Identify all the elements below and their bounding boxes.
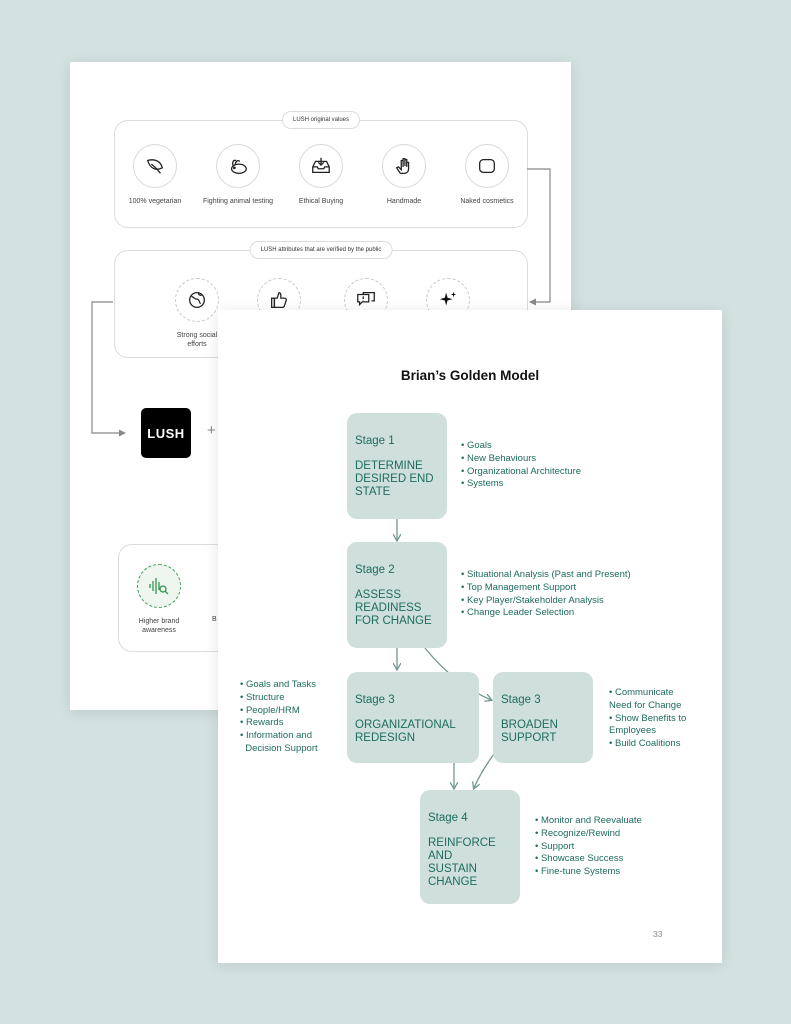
stage-3-support-bullets: • Communicate Need for Change • Show Benefits to Employees • Build Coalitions <box>609 687 687 750</box>
value-item: Handmade <box>364 144 444 206</box>
value-item: 100% vegetarian <box>115 144 195 206</box>
stage-3-redesign-box: Stage 3 ORGANIZATIONAL REDESIGN <box>347 672 479 763</box>
value-item: Fighting animal testing <box>198 144 278 206</box>
public-attributes-label: LUSH attributes that are verified by the public <box>250 241 393 259</box>
page-number: 33 <box>653 929 663 939</box>
benefit-item: Higher brand awareness <box>119 564 199 636</box>
front-page <box>218 310 722 963</box>
stage-title: ASSESS READINESS FOR CHANGE <box>355 589 432 627</box>
stage-title: DETERMINE DESIRED END STATE <box>355 460 434 498</box>
attribute-item: Strong social efforts <box>157 278 237 350</box>
benefit-partial-label: B <box>212 616 217 623</box>
value-item: Naked cosmetics <box>447 144 527 206</box>
stage-4-box: Stage 4 REINFORCE AND SUSTAIN CHANGE <box>420 790 520 904</box>
plus-sign: + <box>207 422 216 439</box>
stage-3-support-box: Stage 3 BROADEN SUPPORT <box>493 672 593 763</box>
lush-logo: LUSH <box>141 408 191 458</box>
stage-3-redesign-bullets: • Goals and Tasks • Structure • People/HRM • Rewards • Information and Decision Support <box>240 679 318 754</box>
stage-4-bullets: • Monitor and Reevaluate • Recognize/Rewind • Support • Showcase Success • Fine-tune Systems <box>535 815 642 878</box>
stage-1-bullets: • Goals • New Behaviours • Organizational Architecture • Systems <box>461 440 582 490</box>
sound-search-icon <box>137 564 181 608</box>
stage-title: BROADEN SUPPORT <box>501 719 558 744</box>
benefits-group <box>118 544 230 652</box>
value-item: Ethical Buying <box>281 144 361 206</box>
stage-title: REINFORCE AND SUSTAIN CHANGE <box>428 837 496 888</box>
stage-2-bullets: • Situational Analysis (Past and Present) • Top Management Support • Key Player/Stakeholder Analysis • Change Leader Selection <box>461 569 631 619</box>
original-values-label: LUSH original values <box>282 111 360 129</box>
stage-1-box: Stage 1 DETERMINE DESIRED END STATE <box>347 413 447 519</box>
stage-title: ORGANIZATIONAL REDESIGN <box>355 719 456 744</box>
page-title: Brian’s Golden Model <box>400 368 540 383</box>
stage-2-box: Stage 2 ASSESS READINESS FOR CHANGE <box>347 542 447 648</box>
